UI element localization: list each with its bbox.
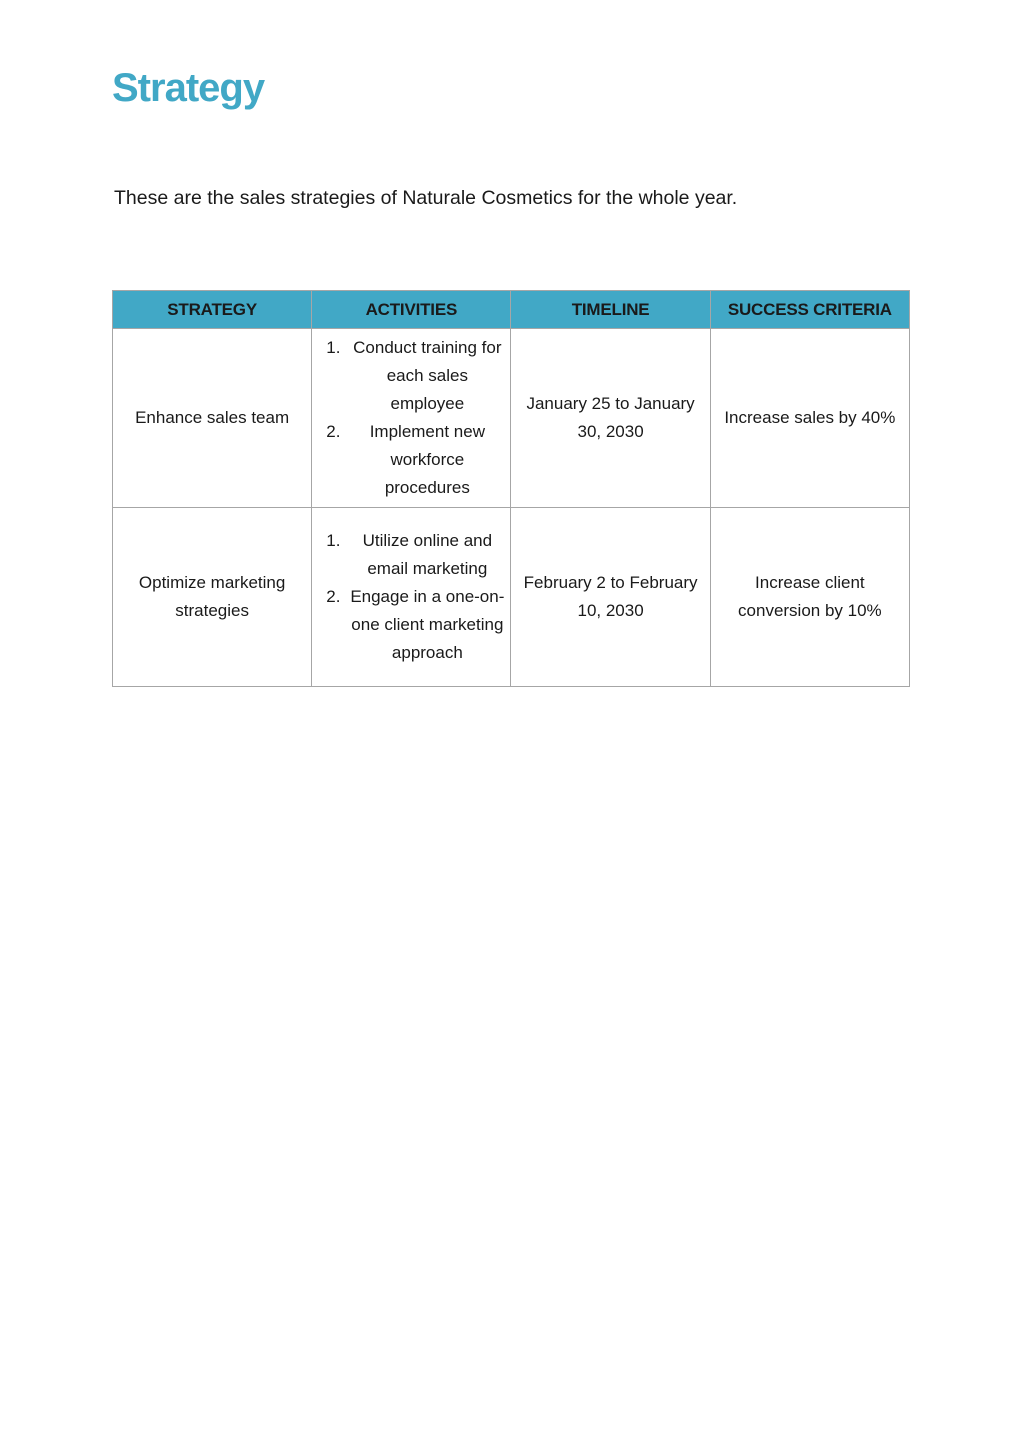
table-row — [113, 508, 910, 687]
activity-list — [326, 334, 506, 502]
activity-text: Engage in a one-on-one client marketing approach — [350, 587, 505, 662]
activity-item — [326, 418, 506, 502]
strategy-table — [112, 290, 910, 687]
activity-number: 2. — [326, 422, 341, 441]
activity-item — [326, 583, 506, 667]
timeline-cell: February 2 to February 10, 2030 — [511, 508, 710, 687]
strategy-cell: Enhance sales team — [113, 329, 312, 508]
activity-item — [326, 334, 506, 418]
success-criteria-cell: Increase sales by 40% — [710, 329, 909, 508]
header-success-criteria: SUCCESS CRITERIA — [710, 291, 909, 329]
activity-item — [326, 527, 506, 583]
table-header-row — [113, 291, 910, 329]
intro-paragraph: These are the sales strategies of Naturale Cosmetics for the whole year. — [114, 187, 738, 209]
header-timeline: TIMELINE — [511, 291, 710, 329]
page-title: Strategy — [112, 66, 265, 110]
activity-list — [326, 527, 506, 667]
activities-cell — [312, 329, 511, 508]
activity-number: 1. — [326, 338, 341, 357]
activity-number: 2. — [326, 587, 341, 606]
header-activities: ACTIVITIES — [312, 291, 511, 329]
activity-text: Utilize online and email marketing — [362, 531, 493, 578]
table-row — [113, 329, 910, 508]
activity-text: Implement new workforce procedures — [369, 422, 485, 497]
success-criteria-cell: Increase client conversion by 10% — [710, 508, 909, 687]
header-strategy: STRATEGY — [113, 291, 312, 329]
activity-text: Conduct training for each sales employee — [353, 338, 502, 413]
activity-number: 1. — [326, 531, 341, 550]
activities-cell — [312, 508, 511, 687]
strategy-cell: Optimize marketing strategies — [113, 508, 312, 687]
timeline-cell: January 25 to January 30, 2030 — [511, 329, 710, 508]
